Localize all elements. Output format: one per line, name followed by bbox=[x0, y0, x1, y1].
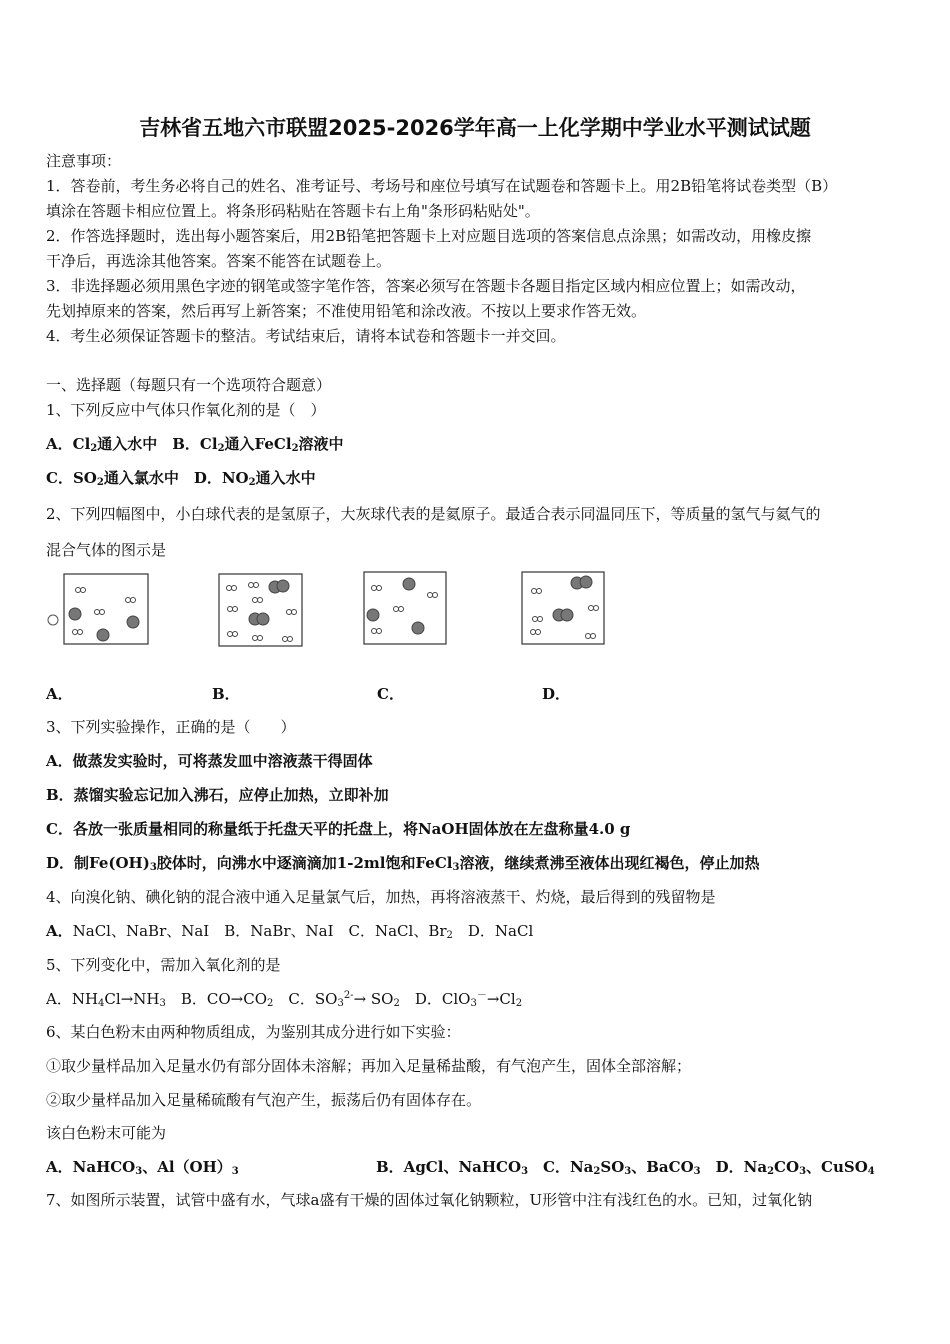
q2-figure-a bbox=[46, 568, 156, 648]
notice-line-4: 干净后，再选涂其他答案。答案不能答在试题卷上。 bbox=[46, 252, 392, 270]
page-title: 吉林省五地六市联盟2025-2026学年高一上化学期中学业水平测试试题 bbox=[139, 116, 811, 140]
q2-figure-d bbox=[520, 568, 610, 648]
q6-stem: 6、某白色粉末由两种物质组成，为鉴别其成分进行如下实验： bbox=[46, 1023, 461, 1041]
q4-options: A．NaCl、NaBr、NaI B．NaBr、NaI C．NaCl、$Br_2$ D．NaCl bbox=[46, 922, 534, 941]
section-heading: 一、选择题（每题只有一个选项符合题意） bbox=[46, 376, 332, 394]
notice-line-1: 1．答卷前，考生务必将自己的姓名、准考证号、考场号和座位号填写在试题卷和答题卡上。用2B铅笔将试卷类型（B） bbox=[46, 177, 838, 195]
q2-option-b: B． bbox=[212, 685, 240, 703]
q2-option-d: D． bbox=[542, 685, 571, 703]
q2-figure-c bbox=[362, 568, 452, 648]
notice-heading: 注意事项： bbox=[46, 152, 122, 170]
q1-options-cd: C．$SO_2$通入氯水中 D．$NO_2$通入水中 bbox=[46, 469, 316, 488]
q2-stem-2: 混合气体的图示是 bbox=[46, 541, 167, 559]
notice-line-6: 先划掉原来的答案，然后再写上新答案；不准使用铅笔和涂改液。不按以上要求作答无效。 bbox=[46, 302, 647, 320]
q6-prompt: 该白色粉末可能为 bbox=[46, 1124, 167, 1142]
q2-figure-b bbox=[217, 568, 307, 648]
q7-stem: 7、如图所示装置，试管中盛有水，气球a盛有干燥的固体过氧化钠颗粒，U形管中注有浅红色的水。已知，过氧化钠 bbox=[46, 1191, 813, 1209]
q2-option-c: C． bbox=[377, 685, 404, 703]
q5-stem: 5、下列变化中，需加入氧化剂的是 bbox=[46, 956, 281, 974]
q6-step-1: ①取少量样品加入足量水仍有部分固体未溶解；再加入足量稀盐酸，有气泡产生，固体全部溶解； bbox=[46, 1057, 692, 1075]
q3-option-d: D．制$Fe(OH)_3$胶体时，向沸水中逐滴滴加1-2ml饱和FeCl$_3$溶液，继续煮沸至液体出现红褐色，停止加热 bbox=[46, 854, 760, 873]
q1-options-ab: A．$Cl_2$通入水中 B．$Cl_2$通入FeCl$_2$溶液中 bbox=[46, 435, 344, 454]
q5-options: A．$NH_4Cl\to NH_3$ B．$CO\to CO_2$ C．$SO_3^{2-}\to SO_2$ D．$ClO_3^-\to Cl_2$ bbox=[46, 990, 523, 1009]
q6-step-2: ②取少量样品加入足量稀硫酸有气泡产生，振荡后仍有固体存在。 bbox=[46, 1091, 482, 1109]
notice-line-5: 3．非选择题必须用黑色字迹的钢笔或签字笔作答，答案必须写在答题卡各题目指定区域内相应位置上；如需改动， bbox=[46, 277, 806, 295]
q3-stem: 3、下列实验操作，正确的是（ ） bbox=[46, 718, 296, 736]
q2-stem-1: 2、下列四幅图中，小白球代表的是氢原子，大灰球代表的是氦原子。最适合表示同温同压下，等质量的氢气与氦气的 bbox=[46, 505, 821, 523]
q6-options-bcd: B．AgCl、NaHCO$_3$ C．$Na_2SO_3$、BaCO$_3$ D．$Na_2CO_3$、CuSO$_4$ bbox=[376, 1158, 875, 1177]
q2-option-a: A． bbox=[46, 685, 73, 703]
q3-option-c: C．各放一张质量相同的称量纸于托盘天平的托盘上，将NaOH固体放在左盘称量4.0 g bbox=[46, 820, 631, 838]
q3-option-b: B．蒸馏实验忘记加入沸石，应停止加热，立即补加 bbox=[46, 786, 389, 804]
notice-line-2: 填涂在答题卡相应位置上。将条形码粘贴在答题卡右上角"条形码粘贴处"。 bbox=[46, 202, 540, 220]
notice-line-7: 4．考生必须保证答题卡的整洁。考试结束后，请将本试卷和答题卡一并交回。 bbox=[46, 327, 566, 345]
q3-option-a: A．做蒸发实验时，可将蒸发皿中溶液蒸干得固体 bbox=[46, 752, 373, 770]
notice-line-3: 2．作答选择题时，选出每小题答案后，用2B铅笔把答题卡上对应题目选项的答案信息点涂黑；如需改动，用橡皮擦 bbox=[46, 227, 812, 245]
q1-stem: 1、下列反应中气体只作氧化剂的是（ ） bbox=[46, 401, 326, 419]
q6-option-a: A．NaHCO$_3$、$Al(OH)_3$ bbox=[46, 1158, 239, 1177]
q4-stem: 4、向溴化钠、碘化钠的混合液中通入足量氯气后，加热，再将溶液蒸干、灼烧，最后得到的残留物是 bbox=[46, 888, 716, 906]
